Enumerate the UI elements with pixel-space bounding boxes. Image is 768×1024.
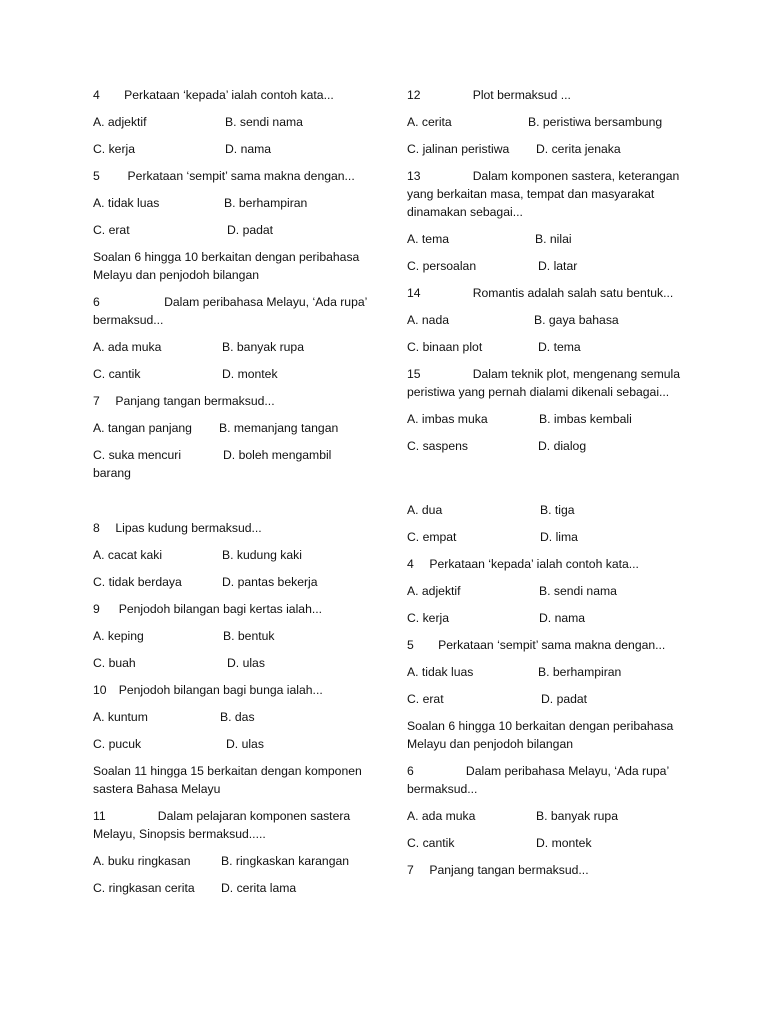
question-text: 12 Plot bermaksud ... <box>407 88 571 102</box>
answer-options-row <box>407 501 697 519</box>
answer-option: B. sendi nama <box>225 115 303 129</box>
answer-option: A. adjektif <box>93 115 147 129</box>
answer-options-row <box>407 257 697 275</box>
answer-options-row <box>93 113 383 131</box>
answer-option: D. ulas <box>226 737 264 751</box>
question-text: Soalan 11 hingga 15 berkaitan dengan komponen sastera Bahasa Melayu <box>93 764 362 796</box>
answer-options-row <box>407 690 697 708</box>
answer-option: C. empat <box>407 530 457 544</box>
answer-options-row <box>93 140 383 158</box>
answer-options-row <box>93 338 383 356</box>
answer-options-row <box>407 582 697 600</box>
answer-options-row <box>93 194 383 212</box>
question-text: 11 Dalam pelajaran komponen sastera Melayu, Sinopsis bermaksud..... <box>93 809 351 841</box>
answer-option: C. persoalan <box>407 259 477 273</box>
answer-option: B. imbas kembali <box>539 412 632 426</box>
section-gap <box>93 491 383 519</box>
answer-options-row <box>93 654 383 672</box>
question-text: 9 Penjodoh bilangan bagi kertas ialah... <box>93 602 323 616</box>
answer-option: D. padat <box>541 692 588 706</box>
answer-option: D. ulas <box>227 656 265 670</box>
question-text: Soalan 6 hingga 10 berkaitan dengan peribahasa Melayu dan penjodoh bilangan <box>93 250 360 282</box>
answer-option: A. cerita <box>407 115 452 129</box>
answer-options-row <box>93 708 383 726</box>
answer-options-row <box>407 230 697 248</box>
answer-options-row <box>407 410 697 428</box>
answer-options-row <box>93 365 383 383</box>
answer-option: D. cerita jenaka <box>536 142 621 156</box>
answer-options-row <box>93 419 383 437</box>
question-text: 4 Perkataan ‘kepada’ ialah contoh kata... <box>93 88 334 102</box>
answer-option: A. tema <box>407 232 449 246</box>
answer-option: A. kuntum <box>93 710 148 724</box>
answer-options-row <box>93 446 383 482</box>
answer-options-row <box>407 834 697 852</box>
answer-option: D. cerita lama <box>221 881 297 895</box>
answer-option: A. nada <box>407 313 450 327</box>
answer-option: C. ringkasan cerita <box>93 881 195 895</box>
answer-option: B. sendi nama <box>539 584 617 598</box>
answer-option: C. cantik <box>407 836 455 850</box>
left-column <box>93 86 383 906</box>
question-text: 5 Perkataan ‘sempit’ sama makna dengan... <box>93 169 355 183</box>
answer-option: C. kerja <box>407 611 449 625</box>
question-text: 8 Lipas kudung bermaksud... <box>93 521 262 535</box>
answer-option: B. bentuk <box>223 629 275 643</box>
question-text: 4 Perkataan ‘kepada’ ialah contoh kata... <box>407 557 639 571</box>
answer-option: C. buah <box>93 656 136 670</box>
answer-option: A. imbas muka <box>407 412 488 426</box>
answer-option: A. ada muka <box>407 809 476 823</box>
answer-options-row <box>407 807 697 825</box>
answer-option: D. montek <box>222 367 278 381</box>
answer-option: B. berhampiran <box>224 196 308 210</box>
answer-options-row <box>407 528 697 546</box>
answer-option: C. erat <box>407 692 444 706</box>
answer-option: B. nilai <box>535 232 572 246</box>
answer-option: C. cantik <box>93 367 141 381</box>
answer-options-row <box>407 338 697 356</box>
answer-option: A. cacat kaki <box>93 548 163 562</box>
question-text: 7 Panjang tangan bermaksud... <box>407 863 589 877</box>
question-text: 5 Perkataan ‘sempit’ sama makna dengan... <box>407 638 666 652</box>
answer-options-row <box>93 852 383 870</box>
answer-options-row <box>93 627 383 645</box>
answer-option: C. kerja <box>93 142 135 156</box>
answer-options-row <box>407 663 697 681</box>
answer-option: C. saspens <box>407 439 468 453</box>
answer-option: A. keping <box>93 629 144 643</box>
answer-options-row <box>407 609 697 627</box>
answer-option: D. nama <box>539 611 586 625</box>
answer-option: D. lima <box>540 530 578 544</box>
answer-options-row <box>93 879 383 897</box>
answer-options-row <box>407 437 697 455</box>
answer-option: D. boleh mengambil barang <box>93 448 332 480</box>
answer-options-row <box>407 311 697 329</box>
answer-option: A. tidak luas <box>407 665 474 679</box>
answer-option: B. ringkaskan karangan <box>221 854 350 868</box>
answer-options-row <box>93 735 383 753</box>
answer-option: A. ada muka <box>93 340 162 354</box>
answer-options-row <box>407 140 697 158</box>
answer-option: B. memanjang tangan <box>219 421 339 435</box>
question-text: 7 Panjang tangan bermaksud... <box>93 394 275 408</box>
answer-option: A. tidak luas <box>93 196 160 210</box>
answer-option: A. buku ringkasan <box>93 854 191 868</box>
answer-options-row <box>407 113 697 131</box>
answer-option: D. nama <box>225 142 272 156</box>
answer-options-row <box>93 573 383 591</box>
answer-option: B. peristiwa bersambung <box>528 115 663 129</box>
question-text: 6 Dalam peribahasa Melayu, ‘Ada rupa’ bermaksud... <box>93 295 367 327</box>
question-text: 15 Dalam teknik plot, mengenang semula peristiwa yang pernah dialami dikenali sebagai... <box>407 367 680 399</box>
answer-option: B. kudung kaki <box>222 548 302 562</box>
question-text: 13 Dalam komponen sastera, keterangan yang berkaitan masa, tempat dan masyarakat dinamakan sebagai... <box>407 169 680 219</box>
question-text: 6 Dalam peribahasa Melayu, ‘Ada rupa’ bermaksud... <box>407 764 669 796</box>
answer-option: C. erat <box>93 223 130 237</box>
answer-option: D. latar <box>538 259 578 273</box>
answer-option: D. pantas bekerja <box>222 575 318 589</box>
question-text: Soalan 6 hingga 10 berkaitan dengan peribahasa Melayu dan penjodoh bilangan <box>407 719 674 751</box>
answer-option: A. dua <box>407 503 443 517</box>
question-text: 10 Penjodoh bilangan bagi bunga ialah... <box>93 683 323 697</box>
answer-option: B. gaya bahasa <box>534 313 619 327</box>
answer-option: C. tidak berdaya <box>93 575 182 589</box>
answer-option: D. tema <box>538 340 581 354</box>
answer-option: B. banyak rupa <box>222 340 304 354</box>
answer-option: B. berhampiran <box>538 665 622 679</box>
answer-option: D. dialog <box>538 439 587 453</box>
answer-option: C. suka mencuri <box>93 448 182 462</box>
answer-option: A. tangan panjang <box>93 421 192 435</box>
answer-option: C. pucuk <box>93 737 142 751</box>
answer-option: D. padat <box>227 223 274 237</box>
answer-option: B. das <box>220 710 255 724</box>
answer-option: D. montek <box>536 836 592 850</box>
answer-options-row <box>93 221 383 239</box>
section-gap <box>407 464 697 492</box>
answer-option: C. binaan plot <box>407 340 483 354</box>
answer-option: C. jalinan peristiwa <box>407 142 510 156</box>
answer-option: B. tiga <box>540 503 575 517</box>
right-column <box>407 86 697 888</box>
answer-option: A. adjektif <box>407 584 461 598</box>
question-text: 14 Romantis adalah salah satu bentuk... <box>407 286 674 300</box>
answer-options-row <box>93 546 383 564</box>
answer-option: B. banyak rupa <box>536 809 618 823</box>
